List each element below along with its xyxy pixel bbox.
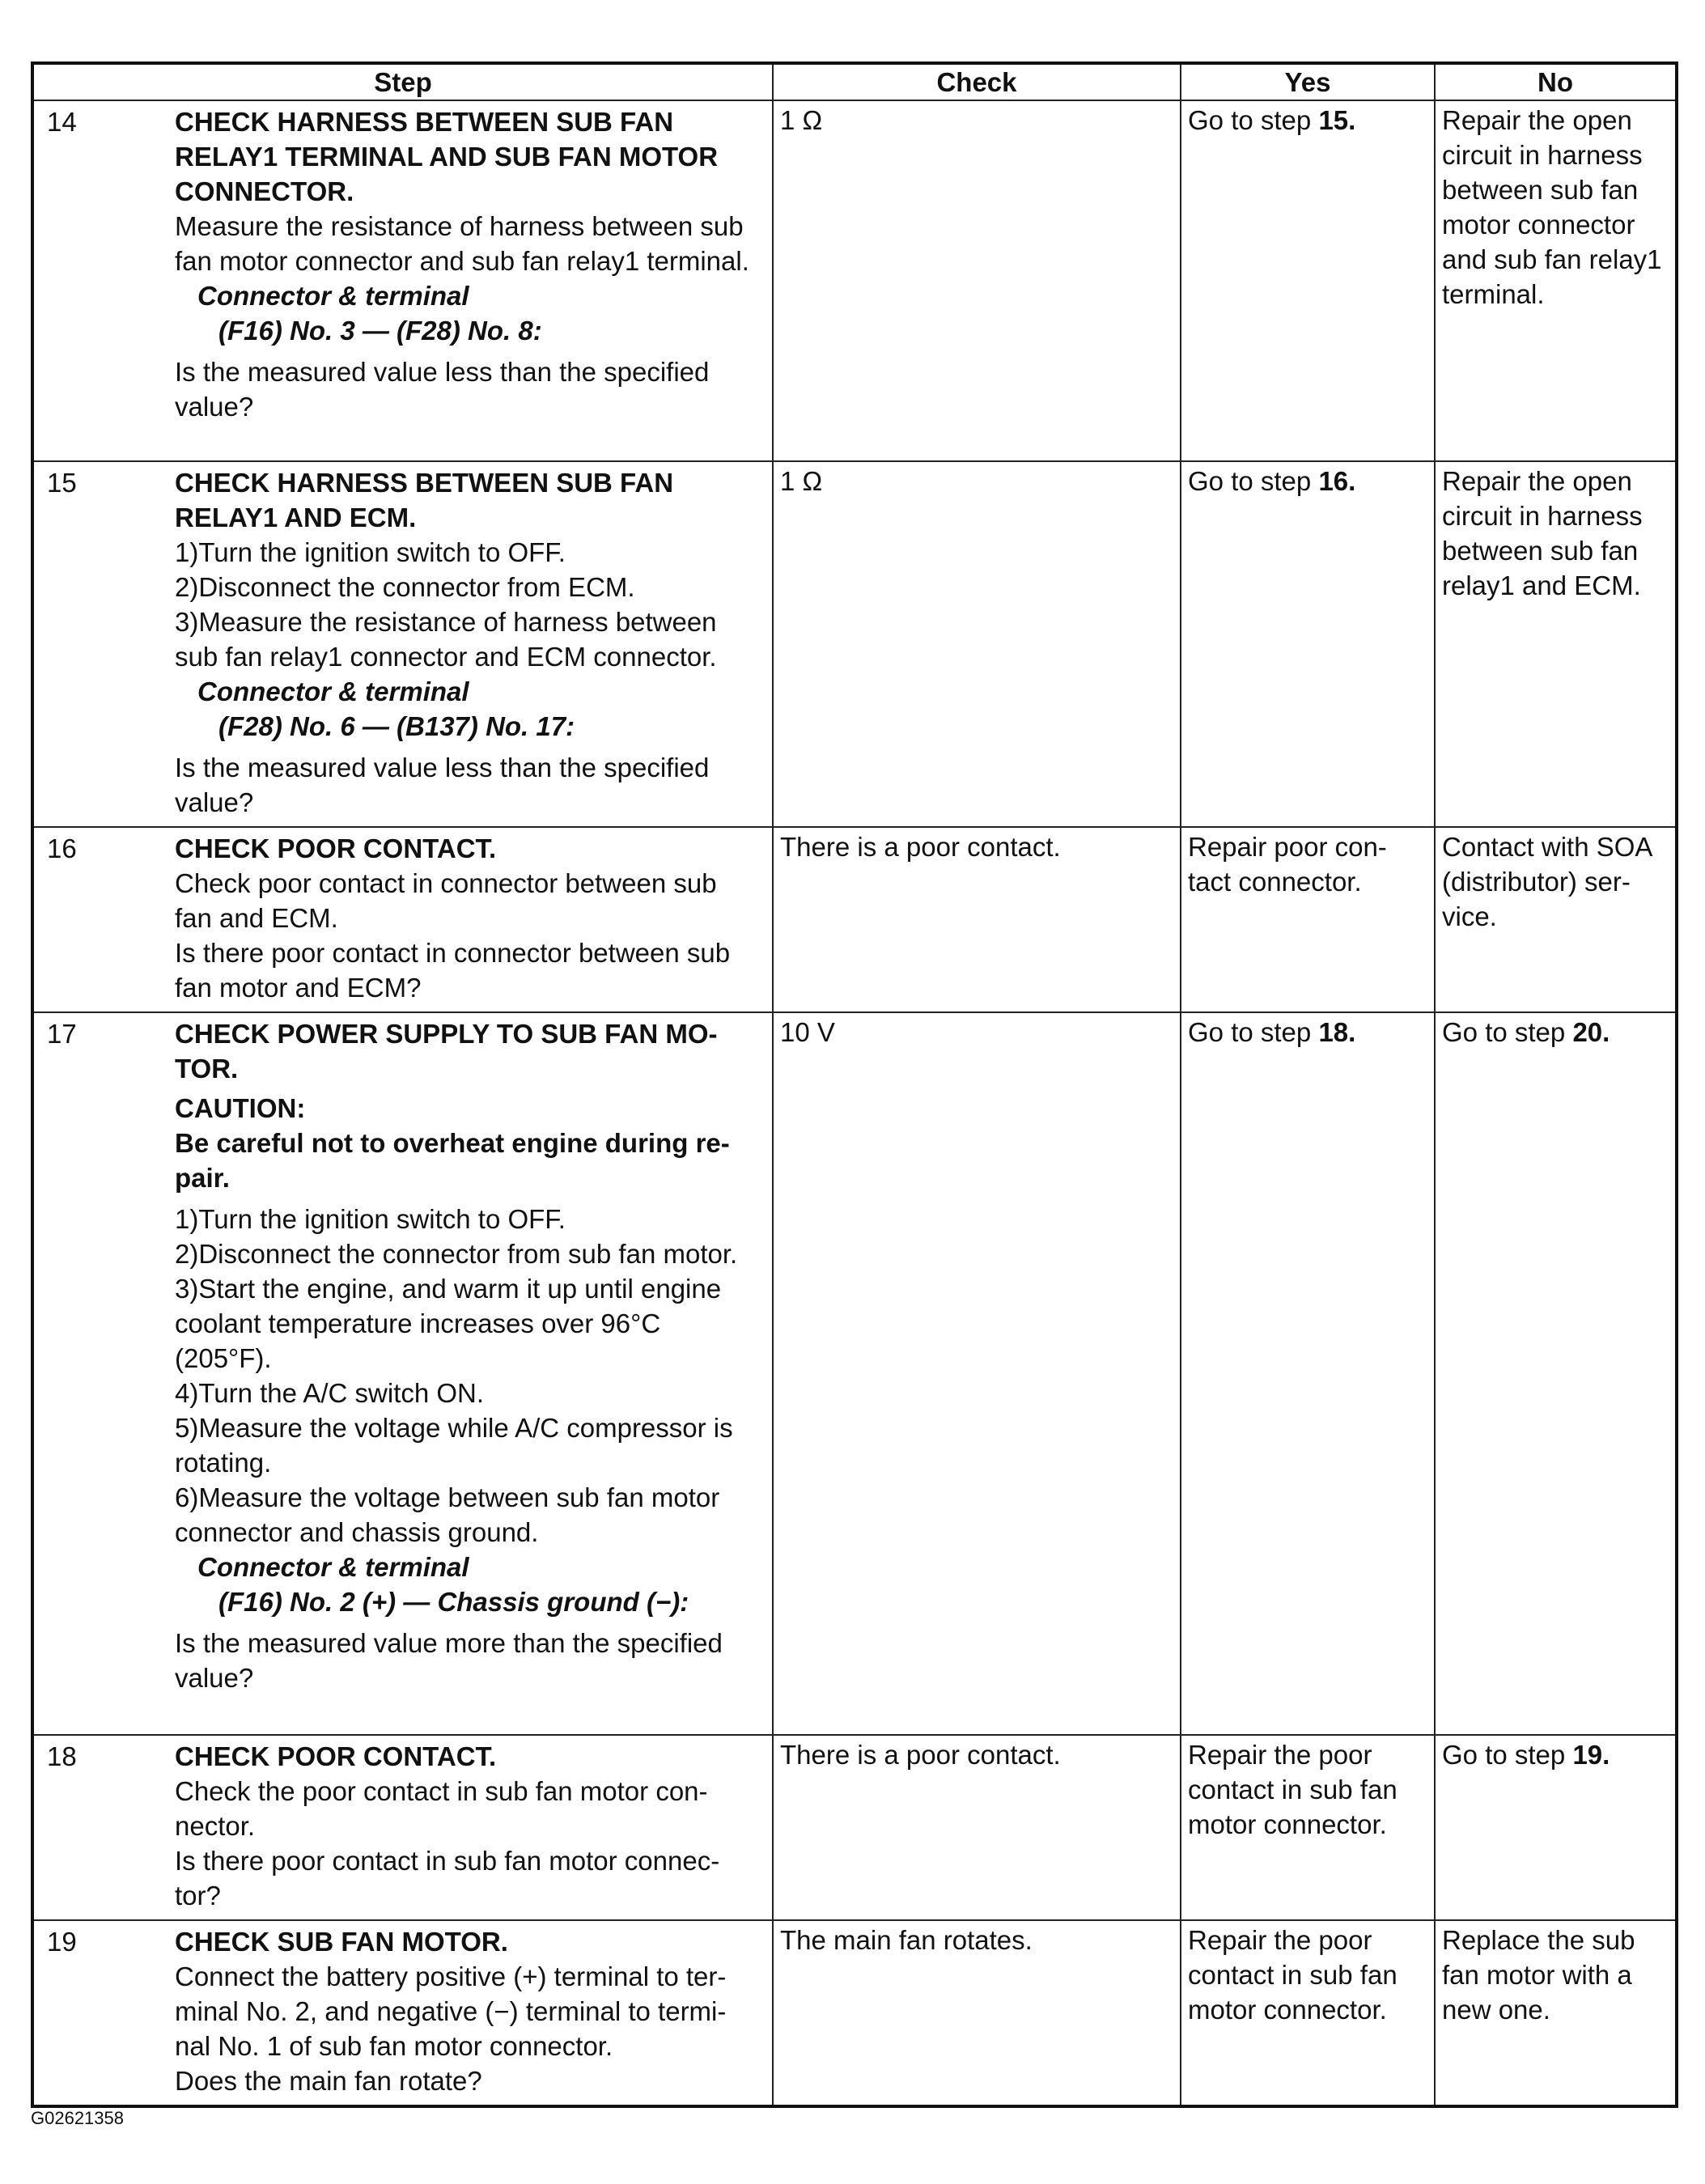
step-instruction: 2)Disconnect the connector from ECM.	[175, 572, 635, 602]
step-question: Does the main fan rotate?	[175, 2066, 482, 2096]
yes-step-ref: 16	[1318, 466, 1349, 496]
no-period: .	[1602, 1740, 1610, 1770]
yes-cell	[1181, 461, 1435, 827]
table-row	[32, 100, 1677, 461]
step-question: Is the measured value less than the specified value?	[175, 753, 710, 817]
connector-terminal-label: Connector & terminal	[197, 281, 469, 311]
step-instruction: 3)Measure the resistance of harness between sub fan relay1 connector and ECM connector.	[175, 607, 717, 672]
check-cell: 10 V	[773, 1012, 1181, 1735]
step-cell	[32, 827, 773, 1012]
step-number: 18	[47, 1741, 77, 1771]
yes-period: .	[1348, 105, 1356, 135]
caution-label: CAUTION:	[175, 1093, 306, 1123]
header-row	[32, 63, 1677, 100]
step-instruction: Measure the resistance of harness between sub fan motor connector and sub fan relay1 terminal.	[175, 211, 749, 276]
step-cell	[32, 1920, 773, 2106]
step-instruction: 4)Turn the A/C switch ON.	[175, 1378, 485, 1408]
step-instruction: Connect the battery positive (+) terminal to ter-minal No. 2, and negative (−) terminal to termi-nal No. 1 of sub fan motor connector.	[175, 1961, 727, 2061]
step-instruction: 2)Disconnect the connector from sub fan motor.	[175, 1239, 738, 1269]
step-title: CHECK POOR CONTACT.	[175, 833, 497, 863]
header-step: Step	[32, 63, 773, 100]
step-question: Is the measured value more than the specified value?	[175, 1628, 723, 1693]
step-number: 19	[47, 1927, 77, 1957]
table-row	[32, 1920, 1677, 2106]
caution-text: Be careful not to overheat engine during re-pair.	[175, 1128, 730, 1193]
no-step-ref: 20	[1572, 1017, 1603, 1047]
figure-code: G02621358	[31, 2108, 124, 2128]
step-cell	[32, 100, 773, 461]
step-instruction: Check poor contact in connector between sub fan and ECM.	[175, 868, 717, 933]
diagnostic-procedure-table	[31, 61, 1678, 2108]
step-instruction: 3)Start the engine, and warm it up until engine coolant temperature increases over 96°C (205°F).	[175, 1274, 722, 1373]
header-check: Check	[773, 63, 1181, 100]
connector-terminal-value: (F28) No. 6 — (B137) No. 17:	[218, 711, 575, 741]
step-number: 17	[47, 1019, 77, 1049]
table-row	[32, 1012, 1677, 1735]
connector-terminal-label: Connector & terminal	[197, 676, 469, 706]
step-question: Is the measured value less than the specified value?	[175, 357, 710, 422]
step-instruction: Check the poor contact in sub fan motor con-nector.	[175, 1776, 708, 1841]
header-yes: Yes	[1181, 63, 1435, 100]
no-text: Go to step	[1442, 1740, 1573, 1770]
check-cell: There is a poor contact.	[773, 827, 1181, 1012]
yes-period: .	[1348, 466, 1356, 496]
yes-cell: Repair poor con-tact connector.	[1181, 827, 1435, 1012]
step-title: CHECK SUB FAN MOTOR.	[175, 1927, 508, 1957]
no-text: Go to step	[1442, 1017, 1573, 1047]
connector-terminal-value: (F16) No. 3 — (F28) No. 8:	[218, 316, 542, 346]
step-question: Is there poor contact in sub fan motor connec-tor?	[175, 1846, 720, 1910]
connector-terminal-label: Connector & terminal	[197, 1552, 469, 1582]
check-cell: The main fan rotates.	[773, 1920, 1181, 2106]
step-instruction: 6)Measure the voltage between sub fan motor connector and chassis ground.	[175, 1482, 720, 1547]
yes-text: Go to step	[1188, 105, 1319, 135]
yes-step-ref: 15	[1318, 105, 1349, 135]
no-cell: Repair the open circuit in harness between sub fan motor connector and sub fan relay1 terminal.	[1435, 100, 1677, 461]
check-cell: 1 Ω	[773, 461, 1181, 827]
yes-step-ref: 18	[1318, 1017, 1349, 1047]
step-cell	[32, 1012, 773, 1735]
no-cell	[1435, 1735, 1677, 1920]
step-title: CHECK POOR CONTACT.	[175, 1741, 497, 1771]
step-instruction: 1)Turn the ignition switch to OFF.	[175, 537, 566, 567]
step-number: 14	[47, 107, 77, 137]
no-step-ref: 19	[1572, 1740, 1603, 1770]
table-row	[32, 461, 1677, 827]
no-cell: Contact with SOA (distributor) ser-vice.	[1435, 827, 1677, 1012]
step-number: 16	[47, 833, 77, 863]
header-no: No	[1435, 63, 1677, 100]
no-period: .	[1602, 1017, 1610, 1047]
yes-cell	[1181, 100, 1435, 461]
yes-cell: Repair the poor contact in sub fan motor connector.	[1181, 1735, 1435, 1920]
step-cell	[32, 461, 773, 827]
step-instruction: 1)Turn the ignition switch to OFF.	[175, 1204, 566, 1234]
yes-text: Go to step	[1188, 1017, 1319, 1047]
step-cell	[32, 1735, 773, 1920]
yes-cell	[1181, 1012, 1435, 1735]
step-number: 15	[47, 468, 77, 498]
no-cell: Repair the open circuit in harness between sub fan relay1 and ECM.	[1435, 461, 1677, 827]
table-row	[32, 1735, 1677, 1920]
check-cell: 1 Ω	[773, 100, 1181, 461]
no-cell: Replace the sub fan motor with a new one.	[1435, 1920, 1677, 2106]
step-title: CHECK HARNESS BETWEEN SUB FAN RELAY1 TERMINAL AND SUB FAN MOTOR CONNECTOR.	[175, 107, 719, 206]
yes-cell: Repair the poor contact in sub fan motor connector.	[1181, 1920, 1435, 2106]
yes-text: Go to step	[1188, 466, 1319, 496]
step-question: Is there poor contact in connector between sub fan motor and ECM?	[175, 938, 731, 1003]
step-instruction: 5)Measure the voltage while A/C compressor is rotating.	[175, 1413, 733, 1478]
table-row	[32, 827, 1677, 1012]
step-title: CHECK HARNESS BETWEEN SUB FAN RELAY1 AND ECM.	[175, 468, 674, 532]
no-cell	[1435, 1012, 1677, 1735]
step-title: CHECK POWER SUPPLY TO SUB FAN MO-TOR.	[175, 1019, 718, 1084]
check-cell: There is a poor contact.	[773, 1735, 1181, 1920]
connector-terminal-value: (F16) No. 2 (+) — Chassis ground (−):	[218, 1587, 689, 1617]
yes-period: .	[1348, 1017, 1356, 1047]
